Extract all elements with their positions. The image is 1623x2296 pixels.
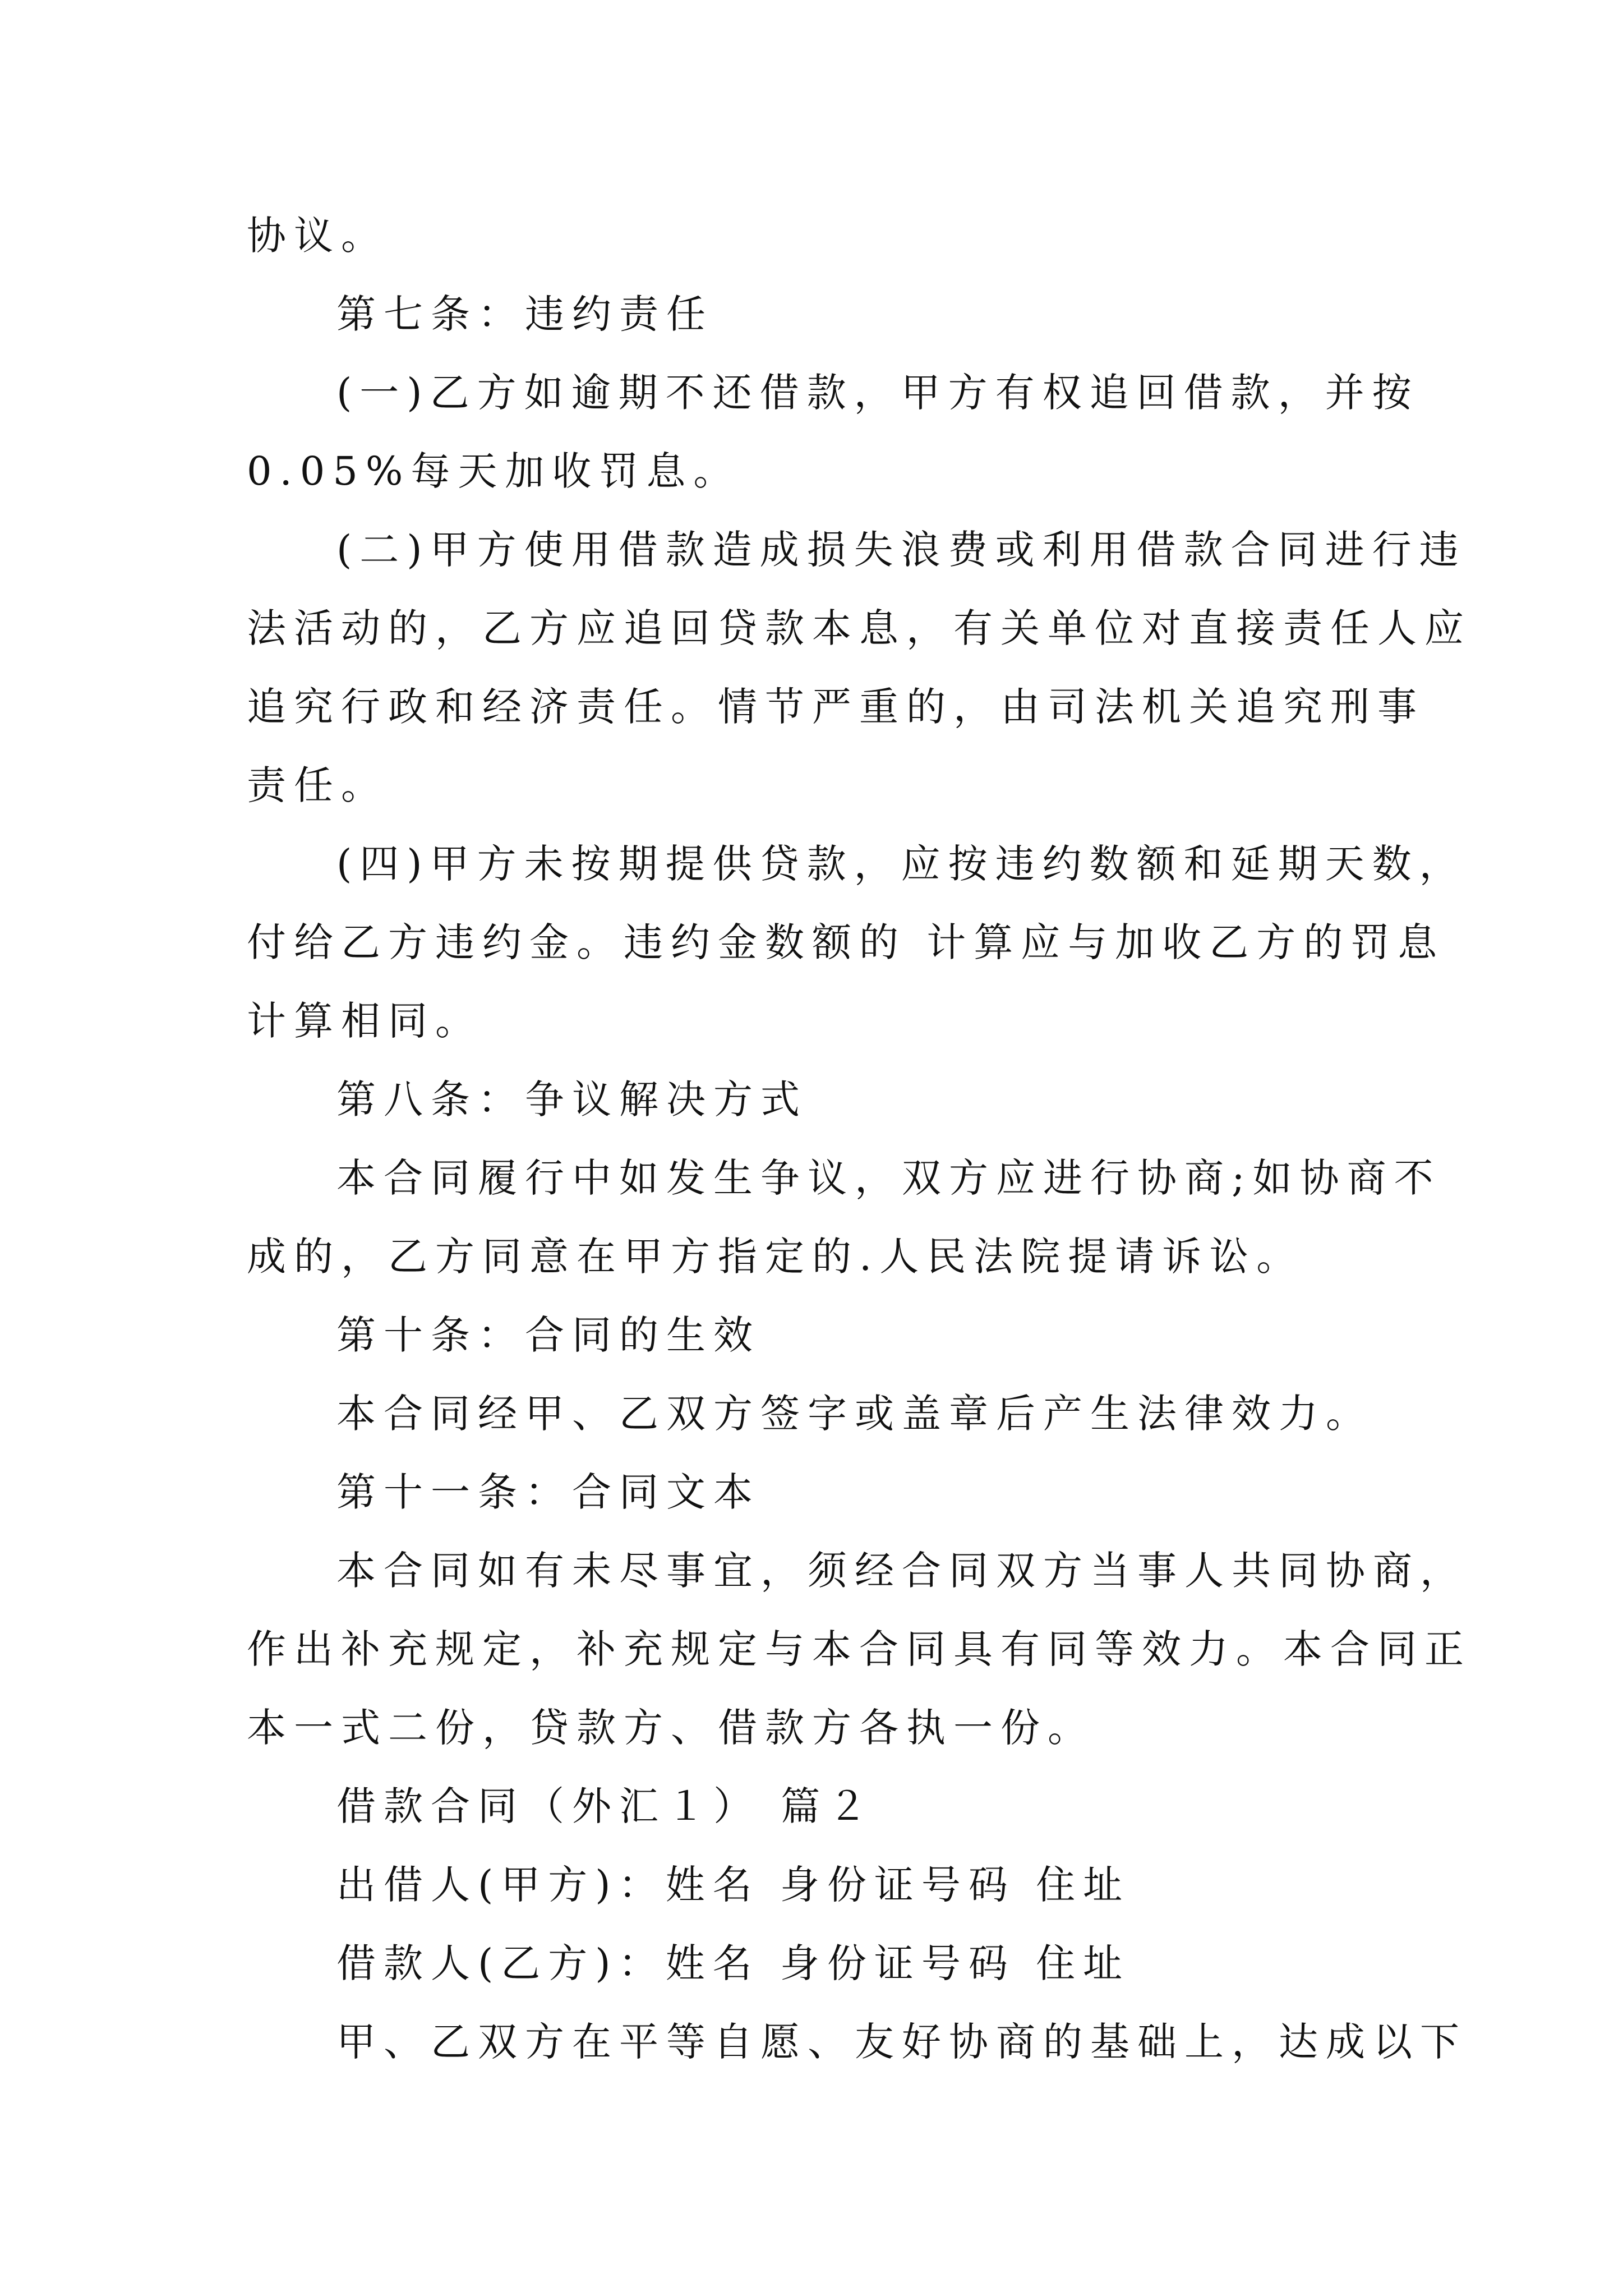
text-line: 甲、乙双方在平等自愿、友好协商的基础上，达成以下 <box>336 2019 1467 2065</box>
article-heading: 第十条：合同的生效 <box>336 1312 760 1358</box>
text-line: (二)甲方使用借款造成损失浪费或利用借款合同进行违 <box>336 527 1467 573</box>
text-line: 本合同履行中如发生争议，双方应进行协商;如协商不 <box>336 1155 1441 1201</box>
section-title: 借款合同（外汇１） 篇２ <box>336 1783 875 1829</box>
text-line: 法活动的，乙方应追回贷款本息，有关单位对直接责任人应 <box>247 605 1472 651</box>
article-heading: 第七条：违约责任 <box>336 291 713 337</box>
text-line: (一)乙方如逾期不还借款，甲方有权追回借款，并按 <box>336 370 1419 416</box>
text-line: 借款人(乙方)：姓名 身份证号码 住址 <box>336 1940 1131 1986</box>
text-line: 付给乙方违约金。违约金数额的 计算应与加收乙方的罚息 <box>247 919 1445 965</box>
text-line: 作出补充规定，补充规定与本合同具有同等效力。本合同正 <box>247 1626 1472 1672</box>
text-line: 计算相同。 <box>247 998 482 1044</box>
text-line: 本一式二份，贷款方、借款方各执一份。 <box>247 1705 1095 1751</box>
text-line: 0.05%每天加收罚息。 <box>247 448 741 494</box>
text-line: (四)甲方未按期提供贷款，应按违约数额和延期天数， <box>336 841 1467 887</box>
article-heading: 第十一条：合同文本 <box>336 1469 760 1515</box>
article-heading: 第八条：争议解决方式 <box>336 1076 808 1122</box>
text-line: 本合同经甲、乙双方签字或盖章后产生法律效力。 <box>336 1391 1373 1437</box>
text-line: 出借人(甲方)：姓名 身份证号码 住址 <box>336 1862 1131 1908</box>
text-line: 责任。 <box>247 762 388 808</box>
text-line: 本合同如有未尽事宜，须经合同双方当事人共同协商， <box>336 1548 1467 1594</box>
text-line: 成的，乙方同意在甲方指定的.人民法院提请诉讼。 <box>247 1234 1304 1280</box>
text-line: 协议。 <box>247 213 388 259</box>
text-line: 追究行政和经济责任。情节严重的，由司法机关追究刑事 <box>247 684 1424 730</box>
